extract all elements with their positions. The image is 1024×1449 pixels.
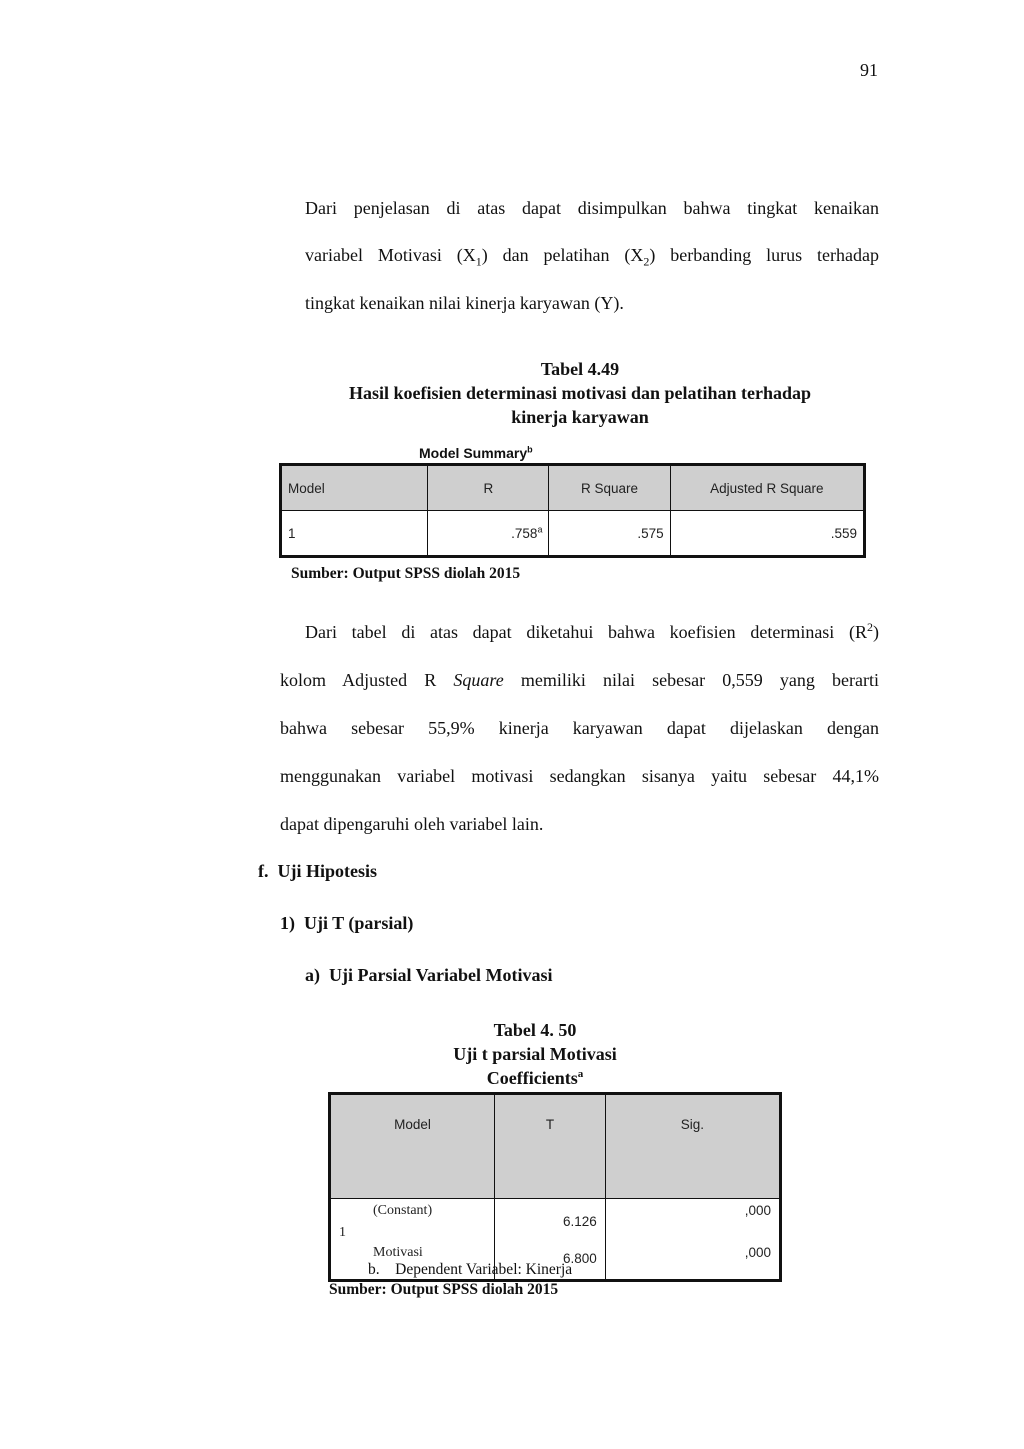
table-header-row bbox=[281, 465, 865, 511]
table-2-caption-sub: Coefficients$^a$ bbox=[486, 1068, 584, 1088]
header-adjusted-r-square: Adjusted R Square bbox=[670, 465, 864, 511]
table-2-footnote: b. Dependent Variabel: Kinerja bbox=[368, 1261, 573, 1278]
page-number: 91 bbox=[860, 60, 878, 80]
cell-sig bbox=[605, 1199, 780, 1281]
cell-adjusted-r-square: .559 bbox=[670, 511, 864, 557]
header-r: R bbox=[428, 465, 549, 511]
paragraph-2-line-3: bahwa sebesar 55,9% kinerja karyawan dapat dijelaskan dengan bbox=[280, 718, 879, 738]
header-sig: Sig. bbox=[605, 1094, 780, 1199]
heading-uji-parsial-motivasi: a) Uji Parsial Variabel Motivasi bbox=[305, 965, 553, 985]
table-row bbox=[281, 511, 865, 557]
paragraph-1-line-3: tingkat kenaikan nilai kinerja karyawan (Y). bbox=[305, 293, 624, 313]
table-1-caption-title-line-2: kinerja karyawan bbox=[511, 407, 649, 427]
row-constant-name: (Constant) bbox=[373, 1203, 433, 1218]
table-2-caption-number: Tabel 4. 50 bbox=[493, 1020, 577, 1040]
table-2-source: Sumber: Output SPSS diolah 2015 bbox=[329, 1281, 559, 1298]
cell-model: 1 bbox=[281, 511, 428, 557]
table-1-caption-number: Tabel 4.49 bbox=[540, 359, 620, 379]
table-1-caption-title-line-1: Hasil koefisien determinasi motivasi dan pelatihan terhadap bbox=[348, 383, 812, 403]
paragraph-1-line-2: variabel Motivasi $(X_1)$ dan pelatihan $(X_2)$ berbanding lurus terhadap bbox=[305, 245, 879, 269]
paragraph-2-line-5: dapat dipengaruhi oleh variabel lain. bbox=[280, 814, 544, 834]
table-1-spss-title: Model Summary$^b$ bbox=[419, 444, 533, 461]
row-constant-sig: ,000 bbox=[744, 1203, 771, 1218]
cell-r-square: .575 bbox=[549, 511, 670, 557]
coefficients-table bbox=[328, 1092, 782, 1282]
header-r-square: R Square bbox=[549, 465, 670, 511]
paragraph-2-line-1: Dari tabel di atas dapat diketahui bahwa koefisien determinasi $(R^2)$ bbox=[305, 620, 879, 642]
header-model: Model bbox=[330, 1094, 495, 1199]
table-header-row bbox=[330, 1094, 781, 1199]
paragraph-2-line-4: menggunakan variabel motivasi sedangkan sisanya yaitu sebesar 44,1% bbox=[280, 766, 879, 786]
header-model: Model bbox=[281, 465, 428, 511]
cell-r: .758$^a$ bbox=[428, 511, 549, 557]
row-motivasi-name: Motivasi bbox=[373, 1245, 423, 1260]
paragraph-2-line-2: kolom Adjusted R Square memiliki nilai sebesar 0,559 yang berarti bbox=[280, 670, 879, 690]
table-1-source: Sumber: Output SPSS diolah 2015 bbox=[291, 565, 521, 582]
row-motivasi-sig: ,000 bbox=[744, 1245, 771, 1260]
model-number: 1 bbox=[339, 1225, 346, 1240]
paragraph-1-line-1: Dari penjelasan di atas dapat disimpulkan bahwa tingkat kenaikan bbox=[305, 198, 879, 218]
header-t: T bbox=[495, 1094, 606, 1199]
model-summary-table bbox=[279, 463, 866, 558]
heading-uji-t: 1) Uji T (parsial) bbox=[280, 913, 414, 933]
row-motivasi-t: 6.800 bbox=[563, 1251, 597, 1266]
row-constant-t: 6.126 bbox=[563, 1214, 597, 1229]
heading-uji-hipotesis: f. Uji Hipotesis bbox=[258, 861, 377, 881]
table-2-caption-title: Uji t parsial Motivasi bbox=[453, 1044, 617, 1064]
